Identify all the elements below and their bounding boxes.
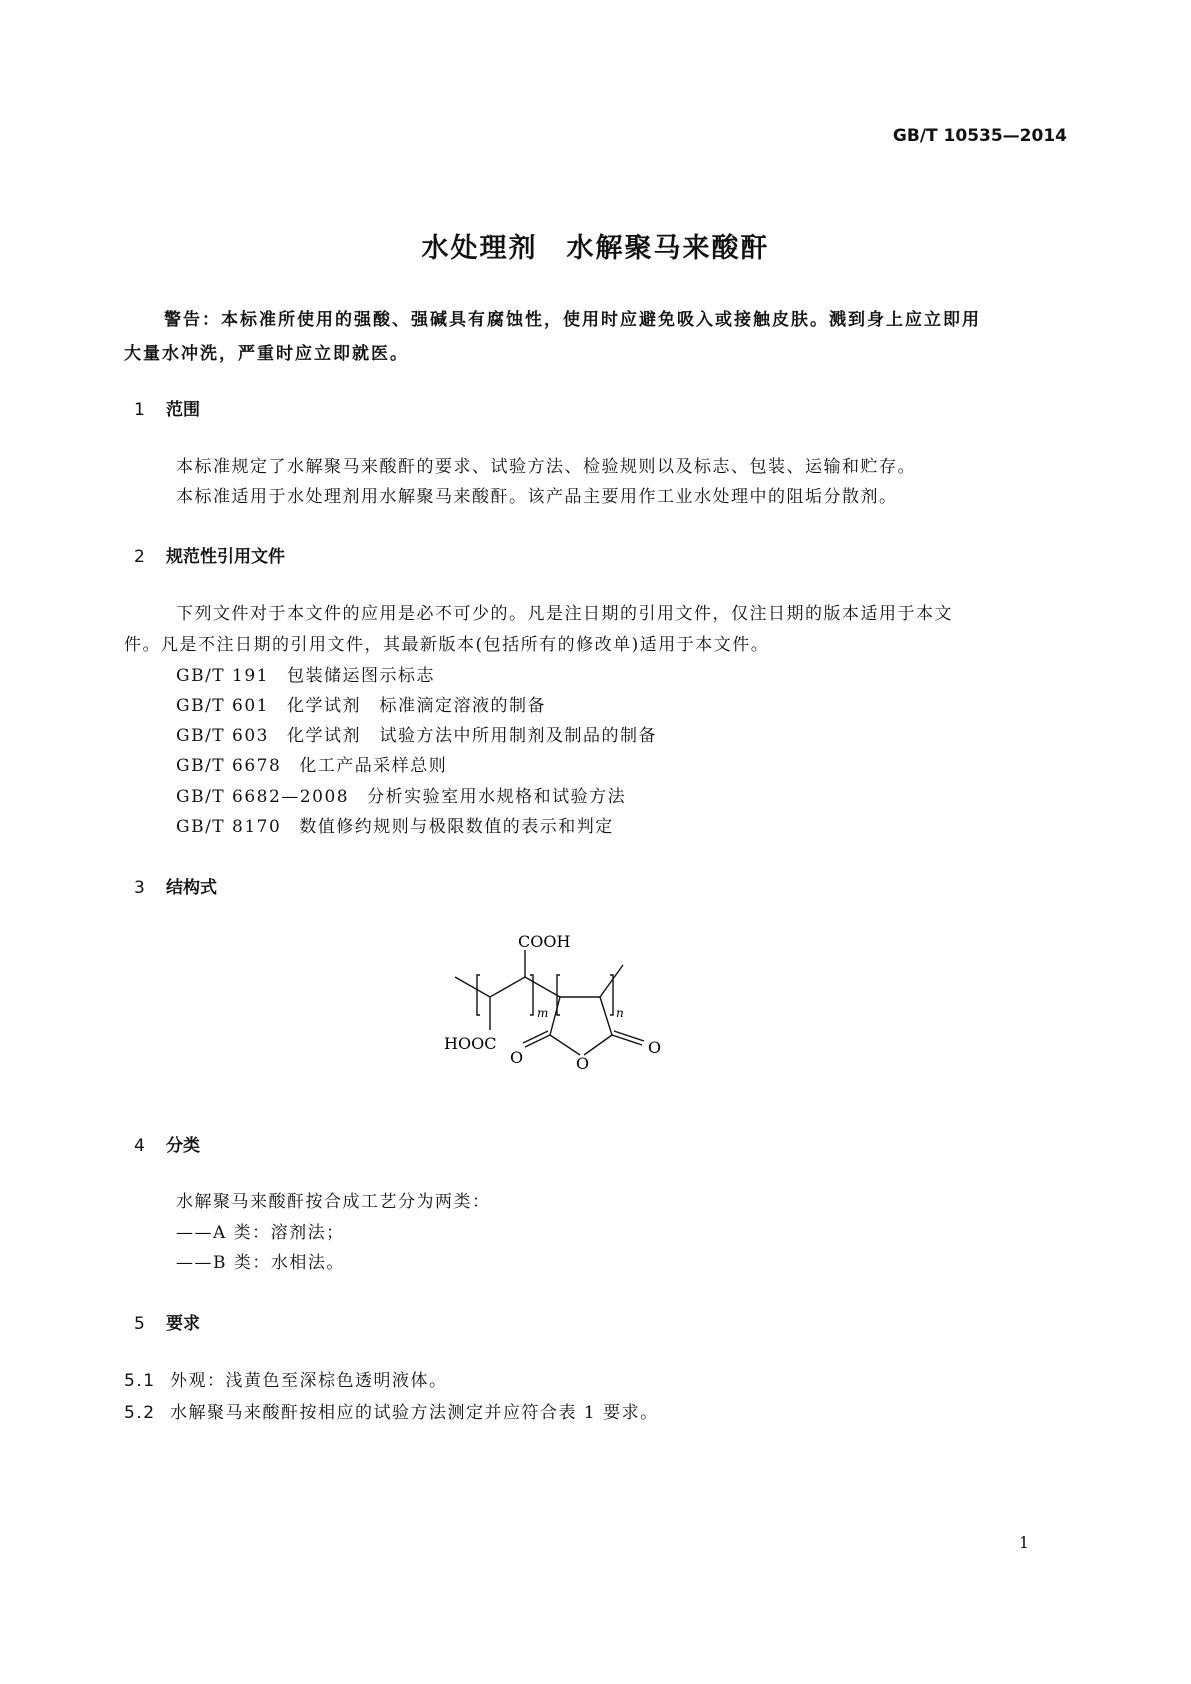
section-title: 分类 [166, 1136, 200, 1156]
reference-item [176, 661, 435, 686]
section-number: 2 [134, 547, 145, 567]
reference-code: GB/T 6678 [176, 756, 282, 776]
paragraph: 水解聚马来酸酐按合成工艺分为两类： [176, 1192, 491, 1212]
structural-formula-diagram [430, 925, 690, 1080]
section-3-heading [134, 873, 217, 898]
section-2-heading [134, 542, 285, 567]
carbonyl-right-1 [612, 1035, 642, 1045]
reference-title: 化学试剂 试验方法中所用制剂及制品的制备 [287, 726, 657, 746]
reference-code: GB/T 603 [176, 726, 269, 746]
ring-bond-bottom-left [550, 1035, 580, 1055]
document-code: GB/T 10535—2014 [892, 126, 1067, 146]
list-item: ——B 类：水相法。 [176, 1253, 345, 1273]
reference-title: 化学试剂 标准滴定溶液的制备 [287, 696, 546, 716]
label-hooc: HOOC [444, 1034, 497, 1053]
label-o-left: O [510, 1048, 524, 1067]
backbone-bonds [455, 977, 560, 997]
reference-title: 化工产品采样总则 [299, 756, 448, 776]
section-title: 范围 [166, 400, 200, 420]
reference-code: GB/T 6682—2008 [176, 787, 350, 807]
section-number: 1 [134, 400, 145, 420]
page-number: 1 [1018, 1533, 1029, 1552]
label-o-ring: O [576, 1054, 590, 1073]
subclause-text: 水解聚马来酸酐按相应的试验方法测定并应符合表 1 要求。 [170, 1403, 659, 1423]
section-1-heading [134, 395, 200, 420]
section-title: 结构式 [166, 878, 217, 898]
section-number: 5 [134, 1314, 145, 1334]
document-title: 水处理剂 水解聚马来酸酐 [421, 233, 770, 264]
bracket-left-m [477, 975, 480, 1015]
warning-line-1: 警告：本标准所使用的强酸、强碱具有腐蚀性，使用时应避免吸入或接触皮肤。溅到身上应立即用 [164, 310, 981, 330]
reference-item [176, 751, 447, 776]
paragraph: 下列文件对于本文件的应用是必不可少的。凡是注日期的引用文件，仅注日期的版本适用于本文 [176, 604, 953, 624]
warning-line-2: 大量水冲洗，严重时应立即就医。 [124, 344, 409, 364]
subclause-number: 5.1 [124, 1371, 156, 1391]
reference-item [176, 721, 657, 746]
reference-title: 包装储运图示标志 [287, 666, 435, 686]
reference-item [176, 691, 546, 716]
ring-bond-bottom-right [584, 1035, 612, 1055]
paragraph: 本标准适用于水处理剂用水解聚马来酸酐。该产品主要用作工业水处理中的阻垢分散剂。 [176, 487, 898, 507]
section-number: 3 [134, 878, 145, 898]
section-title: 要求 [166, 1314, 200, 1334]
reference-item [176, 782, 626, 807]
subclause-text: 外观：浅黄色至深棕色透明液体。 [170, 1371, 448, 1391]
list-item: ——A 类：溶剂法； [176, 1223, 345, 1243]
ring-bond-left [550, 997, 560, 1035]
paragraph: 件。凡是不注日期的引用文件，其最新版本(包括所有的修改单)适用于本文件。 [124, 635, 770, 655]
reference-title: 分析实验室用水规格和试验方法 [367, 787, 627, 807]
ring-bond-right [600, 997, 612, 1035]
subclause-number: 5.2 [124, 1403, 156, 1423]
carbonyl-right-2 [614, 1031, 644, 1041]
reference-item [176, 812, 614, 837]
section-number: 4 [134, 1136, 145, 1156]
reference-code: GB/T 191 [176, 666, 269, 686]
section-5-heading [134, 1309, 200, 1334]
end-bond [600, 965, 623, 997]
reference-code: GB/T 8170 [176, 817, 282, 837]
subclause [124, 1366, 448, 1391]
label-o-right: O [648, 1038, 662, 1057]
subscript-n: n [616, 1006, 624, 1020]
label-cooh: COOH [518, 932, 571, 951]
subscript-m: m [537, 1006, 549, 1020]
subclause [124, 1398, 659, 1423]
section-4-heading [134, 1131, 200, 1156]
reference-title: 数值修约规则与极限数值的表示和判定 [299, 817, 614, 837]
section-title: 规范性引用文件 [166, 547, 285, 567]
paragraph: 本标准规定了水解聚马来酸酐的要求、试验方法、检验规则以及标志、包装、运输和贮存。 [176, 457, 916, 477]
reference-code: GB/T 601 [176, 696, 269, 716]
